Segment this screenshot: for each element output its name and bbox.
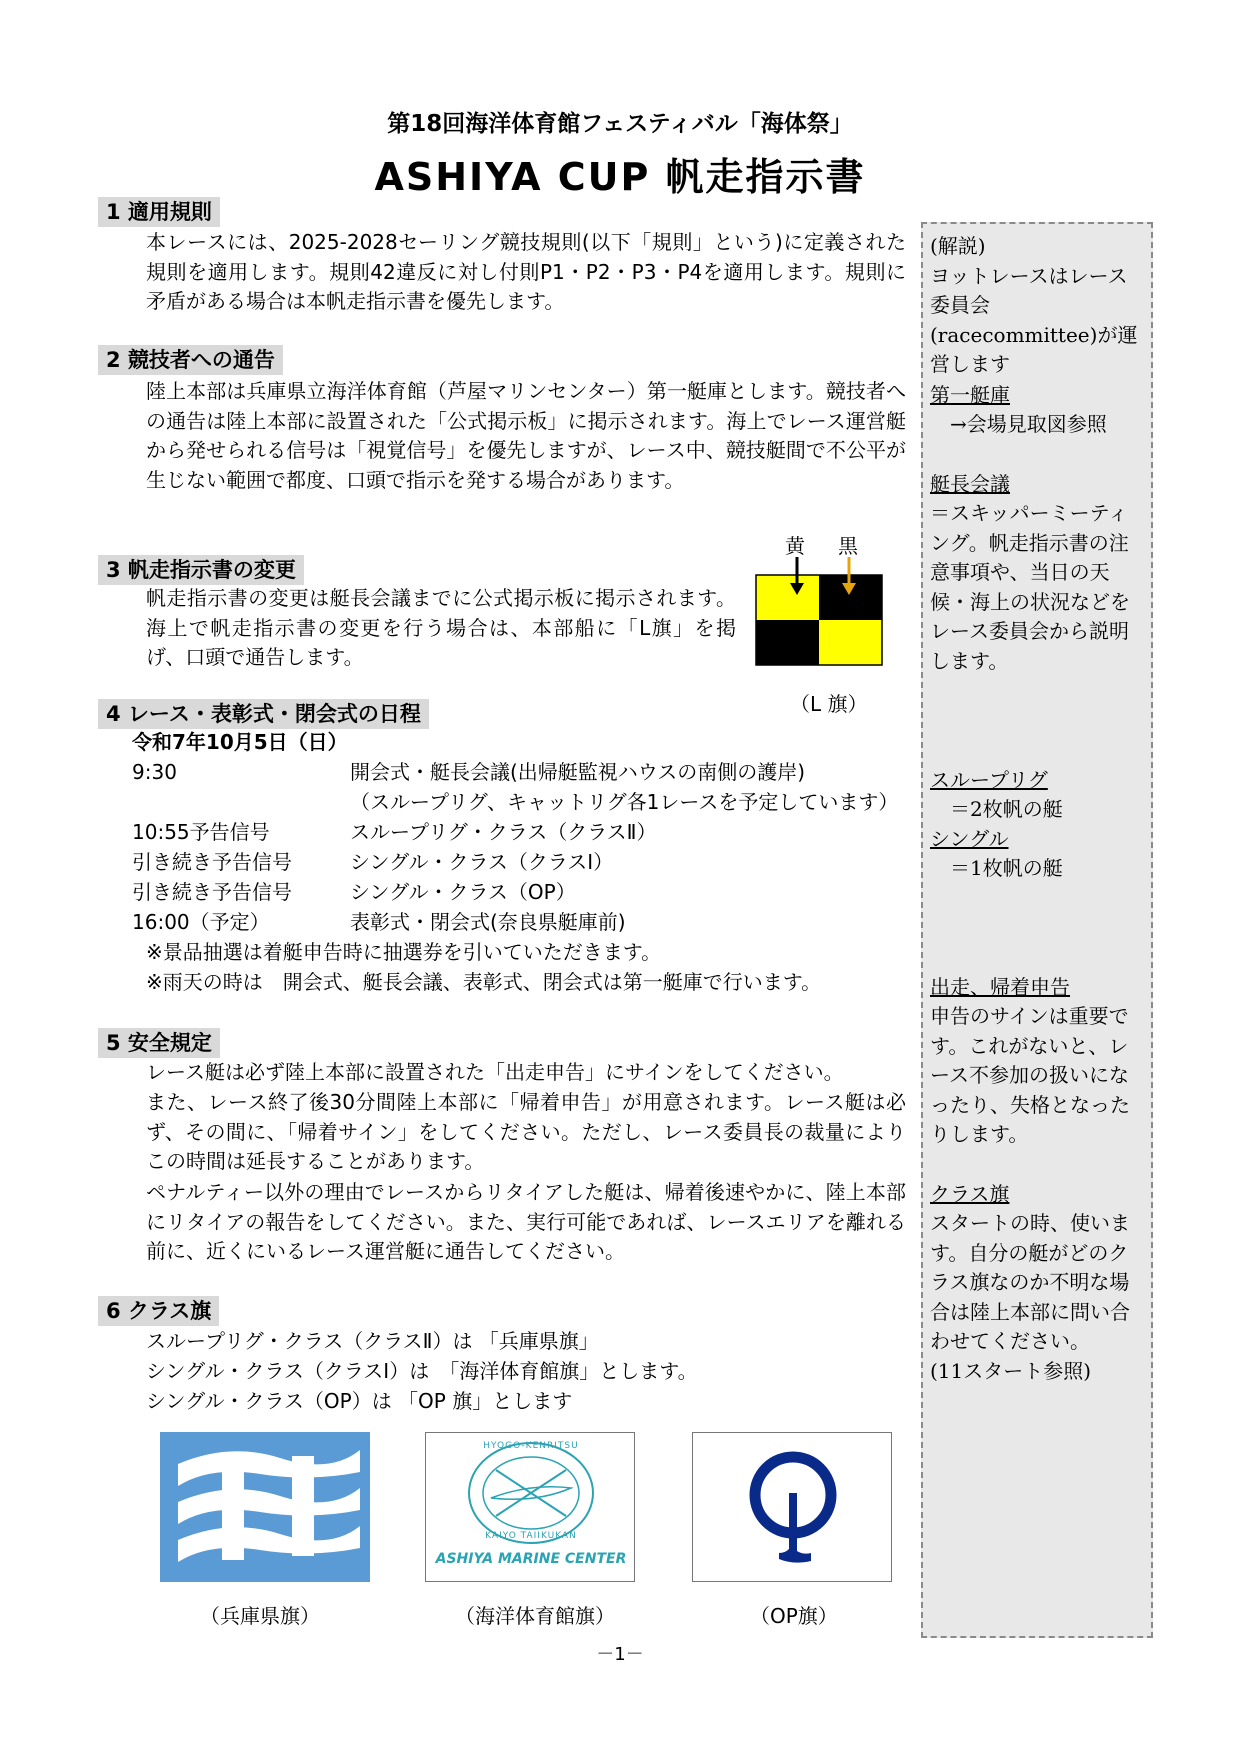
- sidebar-intro: (解説) ヨットレースはレース委員会(racecommittee)が運営します: [930, 234, 1138, 376]
- marine-center-flag: [425, 1432, 635, 1582]
- sidebar-term-skipper-meeting: 艇長会議: [930, 472, 1010, 496]
- sidebar-desc-declaration: 申告のサインは重要です。これがないと、レース不参加の扱いになったり、失格となったりします。: [930, 1004, 1130, 1146]
- section-5-body: レース艇は必ず陸上本部に設置された「出走申告」にサインをしてください。: [146, 1060, 844, 1084]
- section-2-body: 陸上本部は兵庫県立海洋体育館（芦屋マリンセンター）第一艇庫とします。競技者への通告は陸上本部に設置された「公式掲示板」に掲示されます。海上でレース運営艇から発せられる信号は「視覚信号」を優先しますが、レース中、競技艇間で不公平が生じない範囲で都度、口頭で指示を発する場合があります。: [146, 379, 906, 492]
- schedule-time: 9:30: [132, 760, 177, 784]
- hyogo-flag-caption: （兵庫県旗）: [200, 1604, 320, 1628]
- document-subtitle: 第18回海洋体育館フェスティバル「海体祭」: [387, 111, 853, 137]
- sidebar-term-single: シングル: [930, 827, 1009, 851]
- sidebar-desc-boathouse: →会場見取図参照: [930, 412, 1107, 436]
- section-3-body: 帆走指示書の変更は艇長会議までに公式掲示板に掲示されます。海上で帆走指示書の変更を行う場合は、本部船に「L旗」を掲げ、口頭で通告します。: [146, 586, 736, 669]
- schedule-note: ※景品抽選は着艇申告時に抽選券を引いていただきます。: [146, 940, 662, 964]
- marine-center-logo-text: ASHIYA MARINE CENTER: [435, 1551, 627, 1567]
- document-title: ASHIYA CUP 帆走指示書: [374, 155, 866, 199]
- hyogo-flag-icon: [160, 1432, 370, 1582]
- page-number: －1－: [596, 1644, 644, 1665]
- section-4-heading: 4 レース・表彰式・閉会式の日程: [98, 699, 429, 729]
- sidebar-term-boathouse: 第一艇庫: [930, 383, 1010, 407]
- sidebar-desc-skipper-meeting: ＝スキッパーミーティング。帆走指示書の注意事項や、当日の天候・海上の状況などをレース委員会から説明します。: [930, 501, 1130, 673]
- sidebar-term-sloop: スループリグ: [930, 768, 1048, 792]
- schedule-event: （スループリグ、キャットリグ各1レースを予定しています）: [350, 790, 899, 814]
- section-5-body: また、レース終了後30分間陸上本部に「帰着申告」が用意されます。レース艇は必ず、その間に、「帰着サイン」をしてください。ただし、レース委員長の裁量によりこの時間は延長することがあります。: [146, 1090, 906, 1173]
- op-flag: [692, 1432, 892, 1582]
- section-6-heading: 6 クラス旗: [98, 1296, 219, 1326]
- section-5-heading: 5 安全規定: [98, 1028, 220, 1058]
- l-flag-label-black: 黒: [838, 534, 858, 558]
- section-2-heading: 2 競技者への通告: [98, 345, 283, 375]
- schedule-event: 表彰式・閉会式(奈良県艇庫前): [350, 910, 626, 934]
- schedule-time: 引き続き予告信号: [132, 850, 292, 874]
- sidebar-desc-sloop: ＝2枚帆の艇: [930, 797, 1063, 821]
- l-flag-icon: [755, 555, 885, 667]
- schedule-time: 16:00（予定）: [132, 910, 270, 934]
- marine-center-flag-caption: （海洋体育館旗）: [455, 1604, 615, 1628]
- schedule-time: 引き続き予告信号: [132, 880, 292, 904]
- schedule-event: スループリグ・クラス（クラスⅡ）: [350, 820, 657, 844]
- schedule-event: シングル・クラス（クラスⅠ）: [350, 850, 614, 874]
- section-1-heading: 1 適用規則: [98, 197, 220, 227]
- l-flag-label-yellow: 黄: [785, 534, 805, 558]
- sidebar-desc-single: ＝1枚帆の艇: [930, 856, 1063, 880]
- schedule-event: 開会式・艇長会議(出帰艇監視ハウスの南側の護岸): [350, 760, 806, 784]
- schedule-event: シングル・クラス（OP）: [350, 880, 576, 904]
- schedule-note: ※雨天の時は 開会式、艇長会議、表彰式、閉会式は第一艇庫で行います。: [146, 970, 822, 994]
- l-flag-caption: （L 旗）: [790, 692, 868, 716]
- class-flag-line: シングル・クラス（OP）は 「OP 旗」とします: [146, 1389, 573, 1413]
- class-flag-line: シングル・クラス（クラスⅠ）は 「海洋体育館旗」とします。: [146, 1359, 698, 1383]
- sidebar-desc-class-flag: スタートの時、使います。自分の艇がどのクラス旗なのか不明な場合は陸上本部に問い合わせてください。 (11スタート参照): [930, 1211, 1130, 1383]
- section-5-body: ペナルティー以外の理由でレースからリタイアした艇は、帰着後速やかに、陸上本部にリタイアの報告をしてください。また、実行可能であれば、レースエリアを離れる前に、近くにいるレース運営艇に通告してください。: [146, 1180, 906, 1263]
- section-1-body: 本レースには、2025-2028セーリング競技規則(以下「規則」という)に定義された規則を適用します。規則42違反に対し付則P1・P2・P3・P4を適用します。規則に矛盾がある場合は本帆走指示書を優先します。: [146, 230, 906, 313]
- sidebar-term-class-flag: クラス旗: [930, 1182, 1010, 1206]
- schedule-date: 令和7年10月5日（日）: [132, 730, 348, 754]
- section-3-heading: 3 帆走指示書の変更: [98, 555, 304, 585]
- class-flag-line: スループリグ・クラス（クラスⅡ）は 「兵庫県旗」: [146, 1329, 599, 1353]
- sidebar-term-declaration: 出走、帰着申告: [930, 975, 1070, 999]
- marine-center-logo-top: HYOGO-KENRITSU: [483, 1441, 579, 1451]
- schedule-time: 10:55予告信号: [132, 820, 270, 844]
- marine-center-logo-bottom: KAIYO TAIIKUKAN: [485, 1531, 577, 1541]
- op-flag-icon: [733, 1443, 853, 1573]
- op-flag-caption: （OP旗）: [750, 1604, 838, 1628]
